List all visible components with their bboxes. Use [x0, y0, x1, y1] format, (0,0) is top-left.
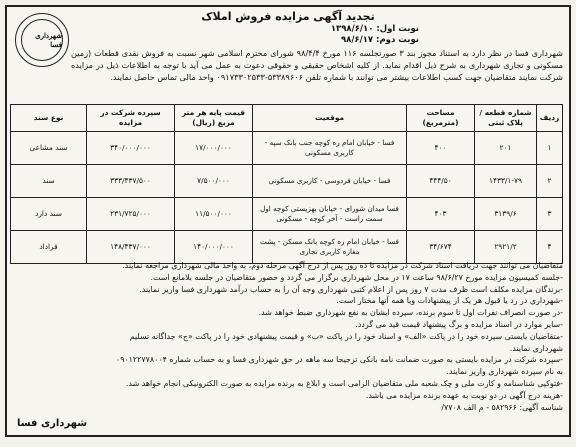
cell-row-number: ۳: [537, 198, 563, 231]
table-row: [11, 198, 563, 231]
condition-line: به نام سپرده شهرداری واریز نمایند.: [446, 367, 563, 377]
notice-second-date: نوبت دوم: ۹۸/۶/۱۷: [340, 35, 419, 45]
intro-line: به عمل می آید با توجه به اطلاعات ذیل در مزایده شرکت نمایند متقاضیان جهت کسب اطلاعات بیشتر می توانند با: [71, 60, 563, 82]
table-row: [11, 132, 563, 165]
cell-document-type: سند مشاعی: [11, 132, 87, 165]
intro-line: فروش نقدی قطعات (زمین مسکونی و تجاری شهرداری به شرح ذیل اقدام نماید. از کلیه اشخاص حقیقی و حقوقی دعوت: [71, 48, 564, 70]
header-plot-number: شماره قطعه / پلاک ثبتی: [475, 105, 537, 132]
cell-area: ۴۰۳: [407, 198, 475, 231]
cell-base-price: ۷/۵۰۰/۰۰۰: [175, 165, 253, 198]
condition-line: -جلسه کمیسیون مزایده مورخ ۹۸/۶/۲۷ ساعت ۱۷ در محل شهرداری برگزار می گردد و حضور متقاضیان در جلسه بلامانع است.: [150, 272, 563, 282]
ad-identifier: شناسه آگهی: ۵۸۲۹۶۶ - م الف ۷۷۰۸/: [441, 402, 563, 412]
header-area: مساحت (مترمربع): [407, 105, 475, 132]
table-header-row: [11, 105, 563, 132]
condition-line: -متقاضیان بایستی سپرده خود را در پاکت «الف» و اسناد خود را در پاکت «ب» و قیمت پیشنهادی خود را در پاکت «ج» جداگانه تسلیم: [129, 331, 563, 341]
seal-text: شهرداری فسا: [21, 19, 63, 61]
header-deposit: سپرده شرکت در مزایده: [87, 105, 175, 132]
table-row: [11, 231, 563, 264]
cell-location: فسا میدان شورای - خیابان بهزیستی کوچه اول سمت راست - آخر کوچه - مسکونی: [253, 198, 407, 231]
cell-area: ۴۰۰: [407, 132, 475, 165]
header-document-type: نوع سند: [11, 105, 87, 132]
cell-area: ۴۴۴/۵۰: [407, 165, 475, 198]
condition-line: -در صورت انصراف نفرات اول تا سوم برنده، سپرده ایشان به نفع شهرداری ضبط خواهد شد.: [258, 308, 563, 318]
cell-location: فسا - خیابان امام ره کوچه جنب بانک سپه - کاربری مسکونی: [253, 132, 407, 165]
cell-row-number: ۴: [537, 231, 563, 264]
cell-deposit: ۱۴۸/۴۳۷/۰۰۰: [87, 231, 175, 264]
condition-line: -هزینه درج آگهی در دو نوبت به عهده برنده مزایده می باشد.: [365, 390, 563, 400]
cell-plot-number: ۱۴۳۳/۱-۷۹: [475, 165, 537, 198]
cell-base-price: ۱۱/۵۰۰/۰۰۰: [175, 198, 253, 231]
cell-deposit: ۳۳۳/۴۳۷/۵۰۰: [87, 165, 175, 198]
condition-line: -شهرداری در رد یا قبول هر یک از پیشنهادات ویا همه آنها مختار است.: [336, 296, 563, 306]
condition-line: متقاضیان می توانند جهت دریافت اسناد شرکت در مزایده تا ده روز پس از درج آگهی مرحله دوم، به واحد مالی شهرداری مراجعه نمایند.: [122, 261, 563, 270]
header-base-price: قیمت پایه هر متر مربع (ریال): [175, 105, 253, 132]
notice-title: تجدید آگهی مزایده فروش املاک: [201, 10, 375, 23]
cell-row-number: ۱: [537, 132, 563, 165]
cell-deposit: ۳۴۰/۰۰۰/۰۰۰: [87, 132, 175, 165]
cell-deposit: ۲۳۱/۷۲۵/۰۰۰: [87, 198, 175, 231]
intro-line: شماره تلفن ۵۳۳۸۹۶۰۶-۰۹۱۷۳۳۰۲۵۳۳ واحد مالی تماس حاصل نمایند.: [110, 72, 346, 82]
cell-base-price: ۱۴۰/۰۰۰/۰۰۰: [175, 231, 253, 264]
intro-paragraph: [71, 47, 563, 83]
cell-document-type: سند: [11, 165, 87, 198]
cell-location: فسا - خیابان فردوسی - کاربری مسکونی: [253, 165, 407, 198]
condition-line: -فتوکپی شناسنامه و کارت ملی و چک شعبه ملی متقاضیان الزامی است و ابلاغ به برنده مزایده به صورت الکترونیکی انجام خواهد شد.: [125, 378, 563, 388]
properties-table: [10, 104, 563, 264]
cell-plot-number: ۲۹۲۱/۲: [475, 231, 537, 264]
cell-area: ۳۴/۶۷۴: [407, 231, 475, 264]
signature: شهرداری فسا: [17, 418, 88, 429]
cell-document-type: سند دارد: [11, 198, 87, 231]
table-row: [11, 165, 563, 198]
condition-line: شهرداری نمایند.: [509, 343, 563, 353]
condition-line: -برندگان مزایده مکلف است ظرف مدت ۷ روز پس از اعلام کتبی شهرداری وجه آن را به حساب درآمد شهرداری فسا واریز نمایند.: [139, 284, 563, 294]
cell-row-number: ۲: [537, 165, 563, 198]
cell-plot-number: ۳۱۳۹/۶: [475, 198, 537, 231]
conditions-list: [13, 260, 563, 413]
intro-line: شهرداری فسا در نظر دارد به استناد مجوز بند ۳ صورتجلسه ۱۱۶ مورخ ۹۸/۴/۴ شورای محترم اسلامی شهر نسبت به: [166, 48, 563, 58]
header-location: موقعیت: [253, 105, 407, 132]
cell-plot-number: ۲۰۱: [475, 132, 537, 165]
cell-document-type: قراداد: [11, 231, 87, 264]
condition-line: -سایر موارد در اسناد مزایده و برگ پیشنهاد قیمت قید می گردد.: [355, 319, 563, 329]
cell-location: فسا - خیابان امام ره کوچه بانک مسکن - پشت مغازه کاربری تجاری: [253, 231, 407, 264]
notice-first-date: نوبت اول: ۱۳۹۸/۶/۱۰: [330, 24, 419, 34]
notice-page: [5, 5, 571, 437]
header-row-number: ردیف: [537, 105, 563, 132]
condition-line: -سپرده شرکت در مزایده بایستی به صورت ضمانت نامه بانکی ترجیحا سه ماهه در حق شهرداری فسا و به حساب شماره ۰۹۰۱۲۲۷۷۸۰۰۴: [115, 355, 563, 365]
cell-base-price: ۱۷/۰۰۰/۰۰۰: [175, 132, 253, 165]
